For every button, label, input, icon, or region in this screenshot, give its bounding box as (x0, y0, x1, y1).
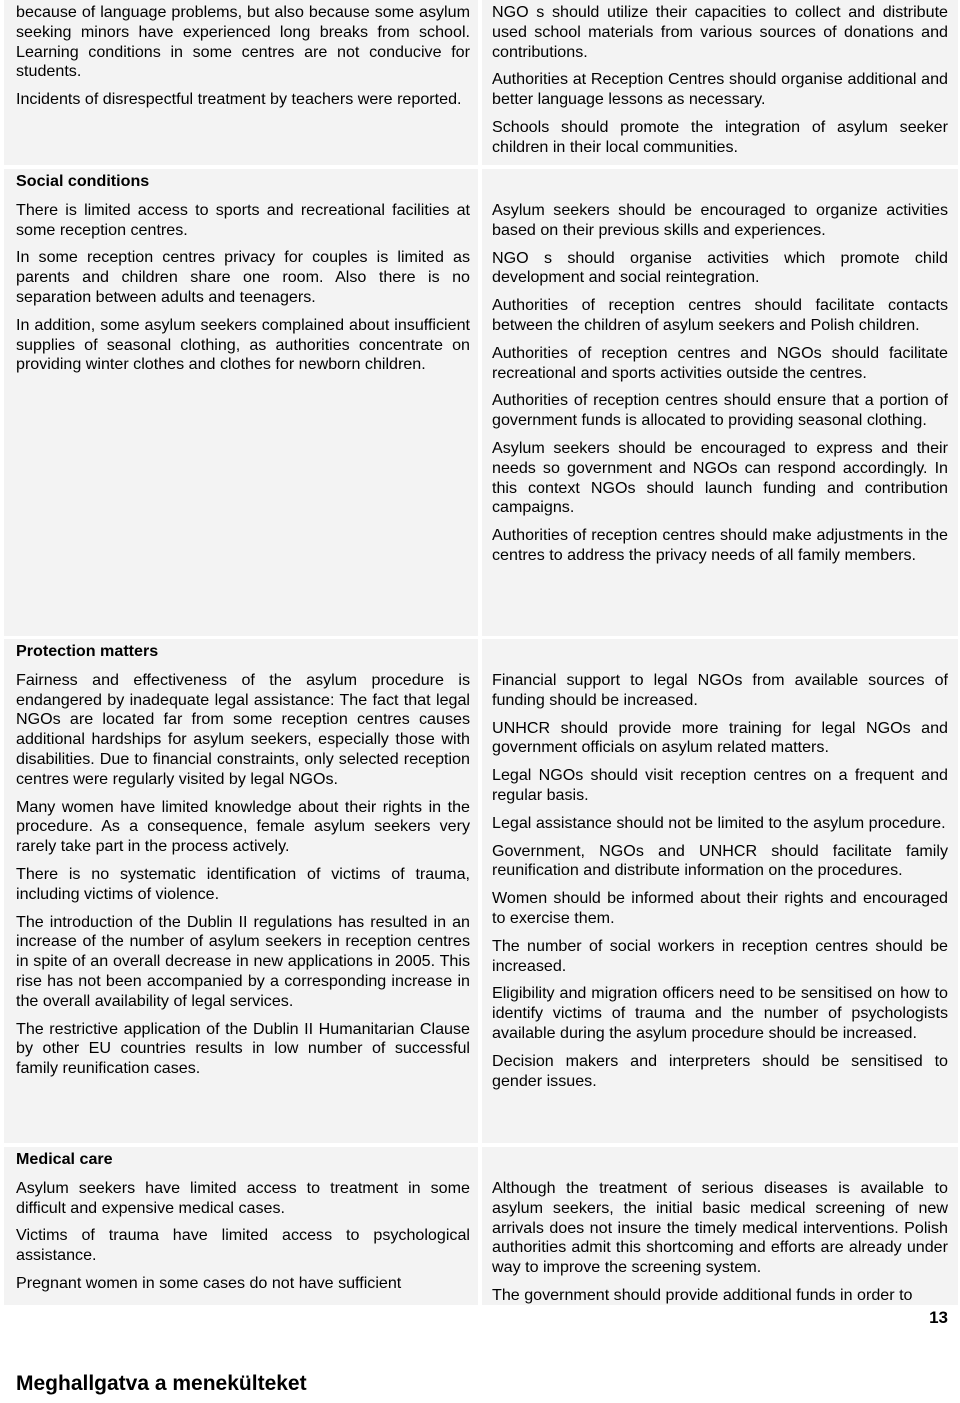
paragraph: Legal NGOs should visit reception centres on a frequent and regular basis. (492, 766, 948, 804)
recommendations-cell (482, 169, 958, 636)
paragraph: Asylum seekers should be encouraged to express and their needs so government and NGOs can respond accordingly. In this context NGOs should launch funding and contribution campaigns. (492, 438, 948, 517)
paragraph: Legal assistance should not be limited to the asylum procedure. (492, 813, 946, 832)
paragraph: The introduction of the Dublin II regulations has resulted in an increase of the number of asylum seekers in reception centres in spite of an overall decrease in new applications in 2005. This rise has not been accompanied by a corresponding increase in the overall availability of legal services. (16, 912, 470, 1010)
page-number: 13 (929, 1308, 948, 1327)
section-heading: Social conditions (16, 172, 150, 190)
paragraph: In addition, some asylum seekers complained about insufficient supplies of seasonal clothing, as authorities concentrate on providing winter clothes and clothes for newborn children. (16, 315, 470, 374)
paragraph: Victims of trauma have limited access to psychological assistance. (16, 1226, 470, 1265)
paragraph: Schools should promote the integration of asylum seeker children in their local communities. (492, 117, 948, 156)
section-heading: Medical care (16, 1150, 113, 1168)
paragraph: The number of social workers in reception centres should be increased. (492, 936, 948, 975)
paragraph: There is limited access to sports and recreational facilities at some reception centres. (16, 200, 470, 239)
section-social-conditions (0, 169, 960, 636)
section-heading: Protection matters (16, 642, 159, 660)
paragraph: Financial support to legal NGOs from available sources of funding should be increased. (492, 671, 948, 709)
findings-cell (4, 169, 478, 636)
paragraph: Authorities of reception centres should facilitate contacts between the children of asylum seekers and Polish children. (492, 296, 948, 334)
paragraph: because of language problems, but also because some asylum seeking minors have experienced long breaks from school. Learning conditions in some centres are not conducive for students. (16, 3, 470, 81)
recommendations-cell (482, 639, 958, 1143)
paragraph: Eligibility and migration officers need to be sensitised on how to identify victims of trauma and the number of psychologists available during the asylum procedure should be increased. (492, 984, 948, 1042)
paragraph: NGO s should organise activities which promote child development and social reintegration. (492, 248, 948, 287)
paragraph: Authorities of reception centres should ensure that a portion of government funds is allocated to providing seasonal clothing. (492, 391, 948, 430)
paragraph: Authorities of reception centres and NGOs should facilitate recreational and sports activities outside the centres. (492, 343, 948, 382)
paragraph: Decision makers and interpreters should be sensitised to gender issues. (492, 1051, 948, 1090)
paragraph: Many women have limited knowledge about their rights in the procedure. As a consequence, female asylum seekers very rarely take part in the process actively. (16, 797, 470, 856)
paragraph: Women should be informed about their rights and encouraged to exercise them. (492, 889, 948, 927)
paragraph: NGO s should utilize their capacities to collect and distribute used school materials from various sources of donations and contributions. (492, 3, 948, 61)
paragraph: Although the treatment of serious diseases is available to asylum seekers, the initial basic medical screening of new arrivals does not insure the timely medical interventions. Polish authorities admit this shortcoming and efforts are already under way to improve the screening system. (492, 1179, 948, 1277)
paragraph: UNHCR should provide more training for legal NGOs and government officials on asylum related matters. (492, 718, 948, 757)
recommendations-cell (482, 0, 958, 165)
section-medical-care (0, 1147, 960, 1305)
paragraph: Asylum seekers should be encouraged to organize activities based on their previous skills and experiences. (492, 201, 948, 239)
paragraph: Incidents of disrespectful treatment by teachers were reported. (16, 90, 462, 109)
findings-cell (4, 639, 478, 1143)
findings-cell (4, 1147, 478, 1305)
paragraph: The restrictive application of the Dublin II Humanitarian Clause by other EU countries results in low number of successful family reunification cases. (16, 1019, 470, 1078)
findings-cell (4, 0, 478, 165)
paragraph: There is no systematic identification of victims of trauma, including victims of violence. (16, 864, 470, 903)
recommendations-cell (482, 1147, 958, 1305)
paragraph: Asylum seekers have limited access to treatment in some difficult and expensive medical cases. (16, 1178, 470, 1217)
section-protection-matters (0, 639, 960, 1143)
section-education (0, 0, 960, 165)
paragraph: Pregnant women in some cases do not have sufficient (16, 1273, 402, 1292)
paragraph: Authorities at Reception Centres should organise additional and better language lessons as necessary. (492, 70, 948, 109)
paragraph: In some reception centres privacy for couples is limited as parents and children share one room. Also there is no separation between adults and teenagers. (16, 248, 470, 306)
paragraph: The government should provide additional funds in order to (492, 1285, 913, 1304)
paragraph: Authorities of reception centres should make adjustments in the centres to address the privacy needs of all family members. (492, 526, 948, 564)
footer-title: Meghallgatva a menekülteket (16, 1372, 307, 1395)
paragraph: Fairness and effectiveness of the asylum procedure is endangered by inadequate legal assistance: The fact that legal NGOs are located far from some reception centres causes additional hardships for asylum seekers, especially those with disabilities. Due to financial constraints, only selected reception centres were regularly visited by legal NGOs. (16, 670, 470, 788)
paragraph: Government, NGOs and UNHCR should facilitate family reunification and distribute information on the procedures. (492, 841, 948, 880)
